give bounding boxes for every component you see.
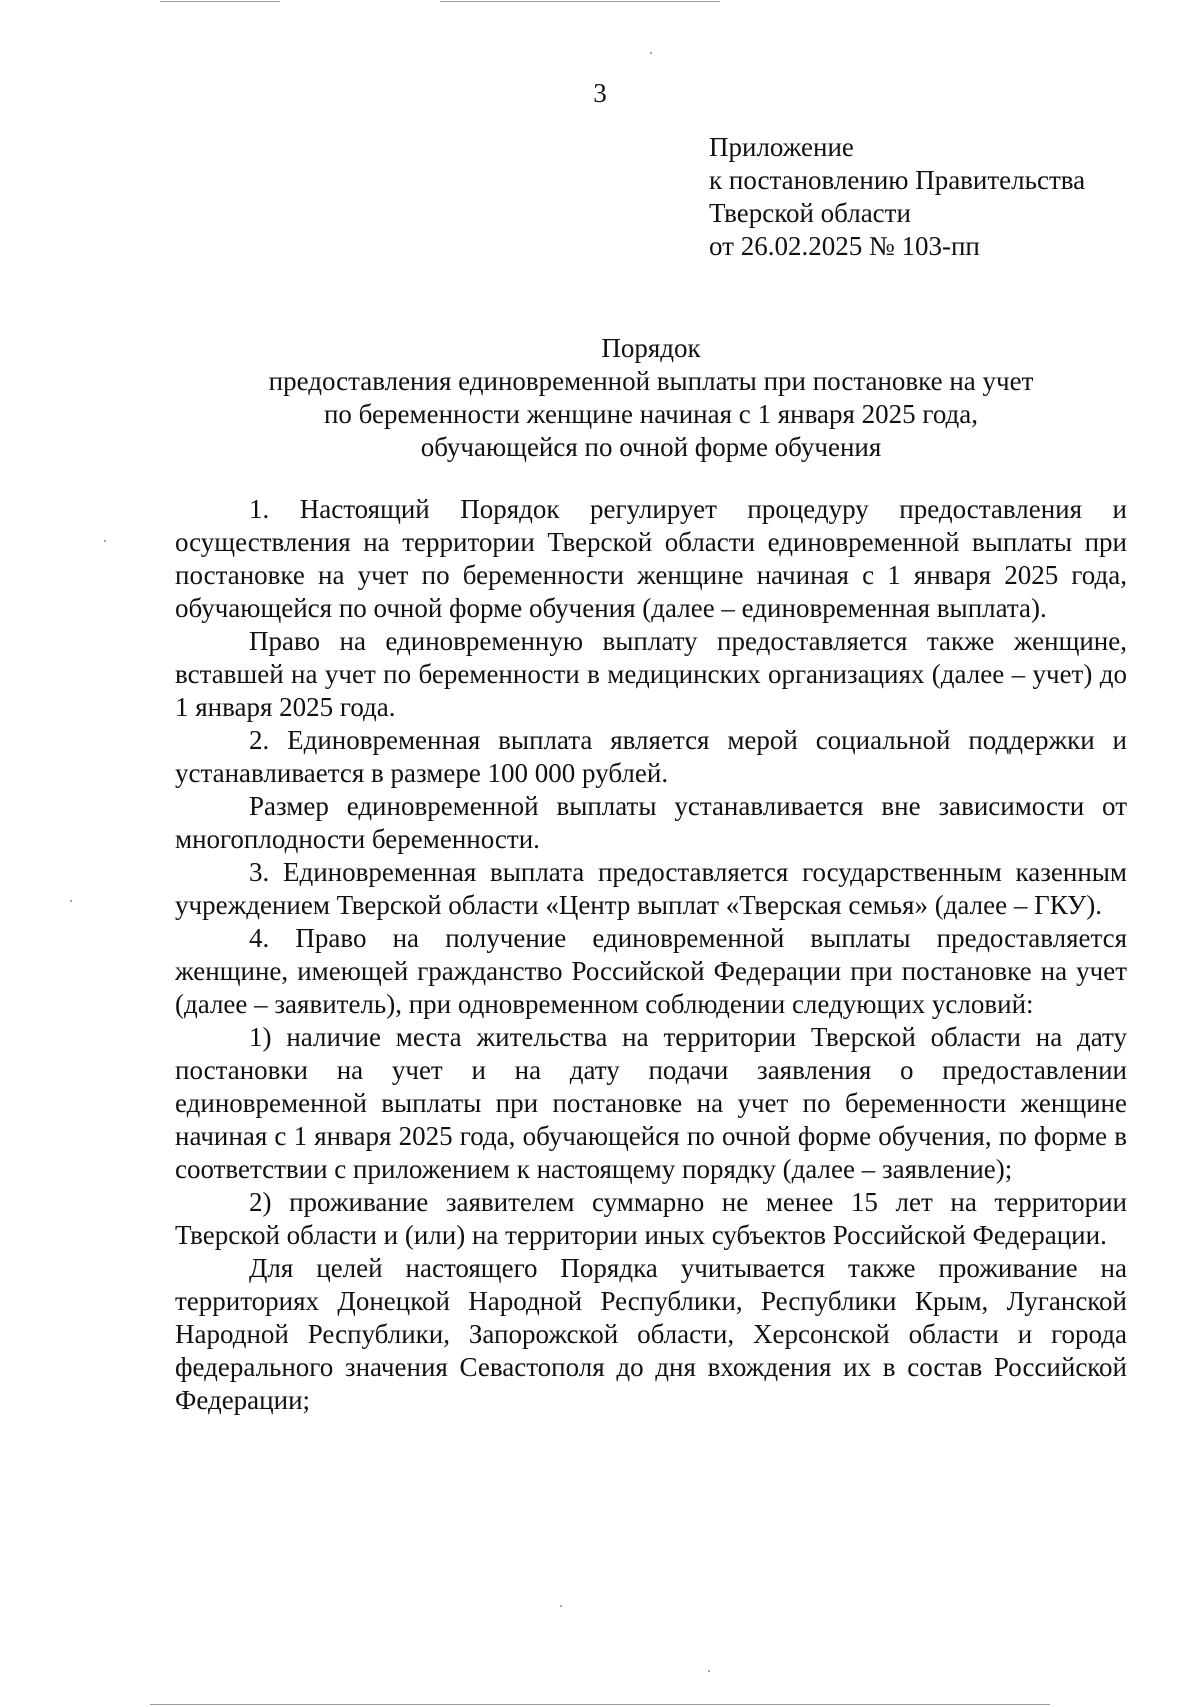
paragraph: 1. Настоящий Порядок регулирует процедуру предоставления и осуществления на территории Тверской области единовременной выплаты при постановке на учет по беременности женщине начиная с 1 января 2025 года, обучающейся по очной форме обучения (далее – единовременная выплата). xyxy=(175,494,1127,623)
appendix-header xyxy=(709,131,1169,263)
scan-artifact-bottom xyxy=(150,1704,1050,1705)
page-number: 3 xyxy=(593,78,607,108)
appendix-date-number: от 26.02.2025 № 103-пп xyxy=(709,231,980,261)
document-body xyxy=(175,493,1127,1417)
title-line: обучающейся по очной форме обучения xyxy=(420,432,882,462)
scan-speck xyxy=(104,540,106,542)
paragraph: 2. Единовременная выплата является мерой социальной поддержки и устанавливается в размере 100 000 рублей. xyxy=(175,725,1127,788)
document-title xyxy=(175,332,1127,464)
paragraph: Размер единовременной выплаты устанавливается вне зависимости от многоплодности беременности. xyxy=(175,791,1127,854)
scan-artifact-top xyxy=(440,1,720,2)
appendix-line: Приложение xyxy=(709,132,854,162)
title-heading: Порядок xyxy=(601,333,701,363)
paragraph: 3. Единовременная выплата предоставляется государственным казенным учреждением Тверской области «Центр выплат «Тверская семья» (далее – ГКУ). xyxy=(175,857,1127,920)
appendix-line: к постановлению Правительства xyxy=(709,165,1086,195)
paragraph: 2) проживание заявителем суммарно не менее 15 лет на территории Тверской области и (или) на территории иных субъектов Российской Федерации. xyxy=(175,1187,1127,1250)
scan-speck xyxy=(708,1670,710,1672)
scan-artifact-top xyxy=(160,1,280,2)
appendix-line: Тверской области xyxy=(709,198,911,228)
paragraph: Для целей настоящего Порядка учитывается также проживание на территориях Донецкой Народной Республики, Республики Крым, Луганской Народной Республики, Запорожской области, Херсонской области и города федерального значения Севастополя до дня вхождения их в состав Российской Федерации; xyxy=(175,1253,1127,1415)
title-line: по беременности женщине начиная с 1 января 2025 года, xyxy=(323,399,979,429)
paragraph: 1) наличие места жительства на территории Тверской области на дату постановки на учет и на дату подачи заявления о предоставлении единовременной выплаты при постановке на учет по беременности женщине начиная с 1 января 2025 года, обучающейся по очной форме обучения, по форме в соответствии с приложением к настоящему порядку (далее – заявление); xyxy=(175,1022,1127,1184)
scan-speck xyxy=(650,52,652,54)
paragraph: Право на единовременную выплату предоставляется также женщине, вставшей на учет по беременности в медицинских организациях (далее – учет) до 1 января 2025 года. xyxy=(175,626,1127,722)
scan-speck xyxy=(560,1605,562,1607)
paragraph: 4. Право на получение единовременной выплаты предоставляется женщине, имеющей гражданство Российской Федерации при постановке на учет (далее – заявитель), при одновременном соблюдении следующих условий: xyxy=(175,923,1127,1019)
title-line: предоставления единовременной выплаты при постановке на учет xyxy=(268,366,1034,396)
scan-speck xyxy=(70,900,72,902)
